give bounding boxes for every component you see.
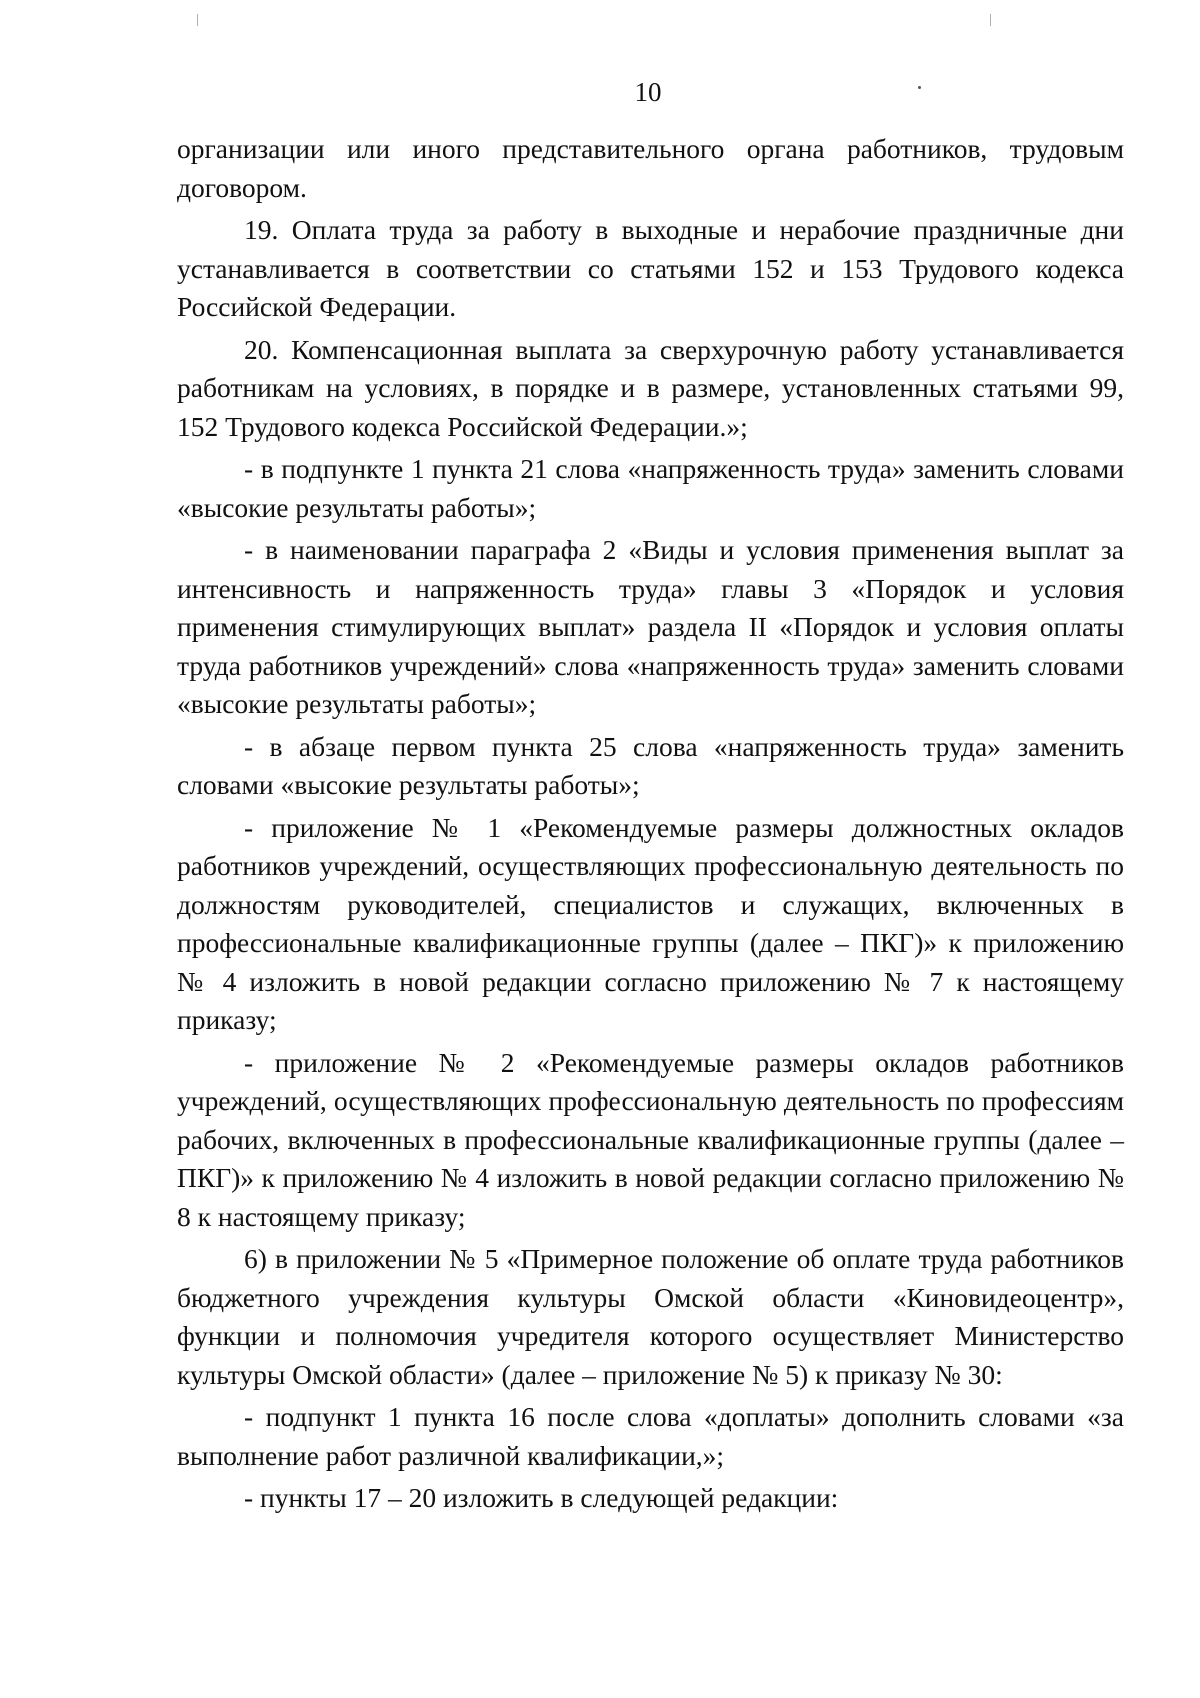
paragraph: 20. Компенсационная выплата за сверхурочную работу устанавливается работникам на условиях, в порядке и в размере, установленных статьями 99, 152 Трудового кодекса Российской Федерации.»;: [177, 333, 1124, 442]
scan-mark: [990, 14, 991, 26]
paragraph: - в наименовании параграфа 2 «Виды и условия применения выплат за интенсивность и напряженность труда» главы 3 «Порядок и условия применения стимулирующих выплат» раздела II «Порядок и условия оплаты труда работников учреждений» слова «напряженность труда» заменить словами «высокие результаты работы»;: [177, 534, 1124, 719]
paragraph: - подпункт 1 пункта 16 после слова «доплаты» дополнить словами «за выполнение работ различной квалификации,»;: [177, 1401, 1124, 1471]
page-number: 10: [634, 77, 662, 107]
paragraph: 19. Оплата труда за работу в выходные и нерабочие праздничные дни устанавливается в соответствии со статьями 152 и 153 Трудового кодекса Российской Федерации.: [177, 214, 1124, 322]
paragraph: организации или иного представительного органа работников, трудовым договором.: [177, 133, 1124, 203]
scan-mark: [197, 14, 198, 26]
paragraph: - приложение № 1 «Рекомендуемые размеры должностных окладов работников учреждений, осуществляющих профессиональную деятельность по должностям руководителей, специалистов и служащих, включенных в профессиональные квалификационные группы (далее – ПКГ)» к приложению № 4 изложить в новой редакции согласно приложению № 7 к настоящему приказу;: [177, 811, 1124, 1035]
paragraph: - в абзаце первом пункта 25 слова «напряженность труда» заменить словами «высокие результаты работы»;: [177, 730, 1124, 800]
paragraph: - приложение № 2 «Рекомендуемые размеры окладов работников учреждений, осуществляющих профессиональную деятельность по профессиям рабочих, включенных в профессиональные квалификационные группы (далее – ПКГ)» к приложению № 4 изложить в новой редакции согласно приложению № 8 к настоящему приказу;: [177, 1046, 1124, 1232]
paragraph: 6) в приложении № 5 «Примерное положение об оплате труда работников бюджетного учреждения культуры Омской области «Киновидеоцентр», функции и полномочия учредителя которого осуществляет Министерство культуры Омской области» (далее – приложение № 5) к приказу № 30:: [177, 1243, 1124, 1390]
document-body: [177, 130, 1124, 1522]
paragraph: - в подпункте 1 пункта 21 слова «напряженность труда» заменить словами «высокие результаты работы»;: [177, 453, 1124, 523]
paragraph: - пункты 17 – 20 изложить в следующей редакции:: [244, 1482, 839, 1513]
